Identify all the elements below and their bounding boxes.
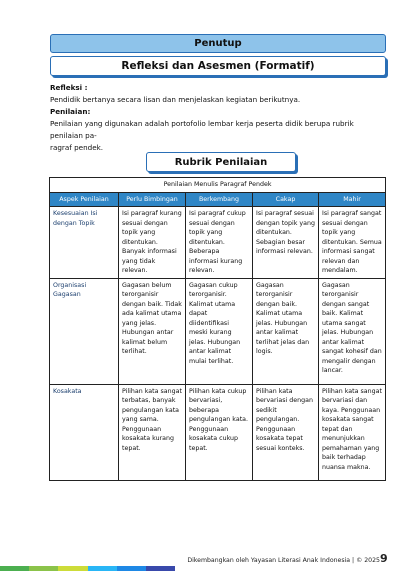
aspect-cell: Organisasi Gagasan: [50, 278, 119, 384]
table-header-row: [50, 192, 386, 207]
footer-stripe: [88, 566, 117, 571]
footer-color-bar: [0, 566, 175, 571]
table-cell: Gagasan terorganisir dengan sangat baik. Kalimat utama sangat jelas. Hubungan antar kalimat sangat kohesif dan mengalir dengan lancar.: [319, 278, 386, 384]
refleksi-label: Refleksi :: [50, 83, 88, 92]
table-cell: Pilihan kata bervariasi dengan sedikit pengulangan. Penggunaan kosakata tepat sesuai konteks.: [253, 384, 319, 480]
table-cell: Pilihan kata cukup bervariasi, beberapa pengulangan kata. Penggunaan kosakata cukup tepat.: [186, 384, 253, 480]
table-cell: Isi paragraf kurang sesuai dengan topik yang ditentukan. Banyak informasi yang tidak relevan.: [119, 207, 186, 279]
penilaian-text-line-1: Penilaian yang digunakan adalah portofolio lembar kerja peserta didik berupa rubrik penilaian pa-: [50, 119, 354, 140]
table-title-row: [50, 178, 386, 193]
footer-stripe: [117, 566, 146, 571]
refleksi-text: Pendidik bertanya secara lisan dan menjelaskan kegiatan berikutnya.: [50, 95, 301, 104]
aspect-cell: Kesesuaian Isi dengan Topik: [50, 207, 119, 279]
refleksi-title: Refleksi dan Asesmen (Formatif): [121, 60, 315, 72]
footer-stripe: [0, 566, 29, 571]
page-number: 9: [380, 552, 388, 565]
footer-stripe: [146, 566, 175, 571]
aspect-cell: Kosakata: [50, 384, 119, 480]
table-cell: Pilihan kata sangat bervariasi dan kaya. Penggunaan kosakata sangat tepat dan menunjukkan pemahaman yang baik terhadap nuansa makna.: [319, 384, 386, 480]
header-perlu-bimbingan: Perlu Bimbingan: [119, 192, 186, 207]
table-title: Penilaian Menulis Paragraf Pendek: [50, 178, 386, 193]
header-cakap: Cakap: [253, 192, 319, 207]
header-mahir: Mahir: [319, 192, 386, 207]
penilaian-label: Penilaian:: [50, 107, 91, 116]
table-row: [50, 207, 386, 279]
rubric-table: [49, 177, 386, 481]
table-cell: Pilihan kata sangat terbatas, banyak pengulangan kata yang sama. Penggunaan kosakata kurang tepat.: [119, 384, 186, 480]
table-cell: Isi paragraf sangat sesuai dengan topik yang ditentukan. Semua informasi sangat relevan dan mendalam.: [319, 207, 386, 279]
table-cell: Gagasan terorganisir dengan baik. Kalimat utama jelas. Hubungan antar kalimat terlihat jelas dan logis.: [253, 278, 319, 384]
penilaian-text-line-2: ragraf pendek.: [50, 143, 104, 152]
footer-stripe: [58, 566, 87, 571]
penutup-title: Penutup: [194, 38, 242, 49]
refleksi-section: [50, 82, 386, 154]
table-cell: Isi paragraf cukup sesuai dengan topik yang ditentukan. Beberapa informasi kurang relevan.: [186, 207, 253, 279]
table-row: [50, 384, 386, 480]
table-row: [50, 278, 386, 384]
footer-credit: Dikembangkan oleh Yayasan Literasi Anak Indonesia | © 2025: [187, 557, 380, 564]
table-cell: Gagasan cukup terorganisir. Kalimat utama dapat diidentifikasi meski kurang jelas. Hubungan antar kalimat mulai terlihat.: [186, 278, 253, 384]
header-aspek: Aspek Penilaian: [50, 192, 119, 207]
header-berkembang: Berkembang: [186, 192, 253, 207]
table-cell: Gagasan belum terorganisir dengan baik. Tidak ada kalimat utama yang jelas. Hubungan antar kalimat belum terlihat.: [119, 278, 186, 384]
table-cell: Isi paragraf sesuai dengan topik yang ditentukan. Sebagian besar informasi relevan.: [253, 207, 319, 279]
footer-stripe: [29, 566, 58, 571]
penutup-banner: [50, 34, 386, 53]
rubrik-banner: [146, 152, 296, 172]
rubrik-title: Rubrik Penilaian: [174, 156, 268, 168]
refleksi-banner: [50, 56, 386, 76]
